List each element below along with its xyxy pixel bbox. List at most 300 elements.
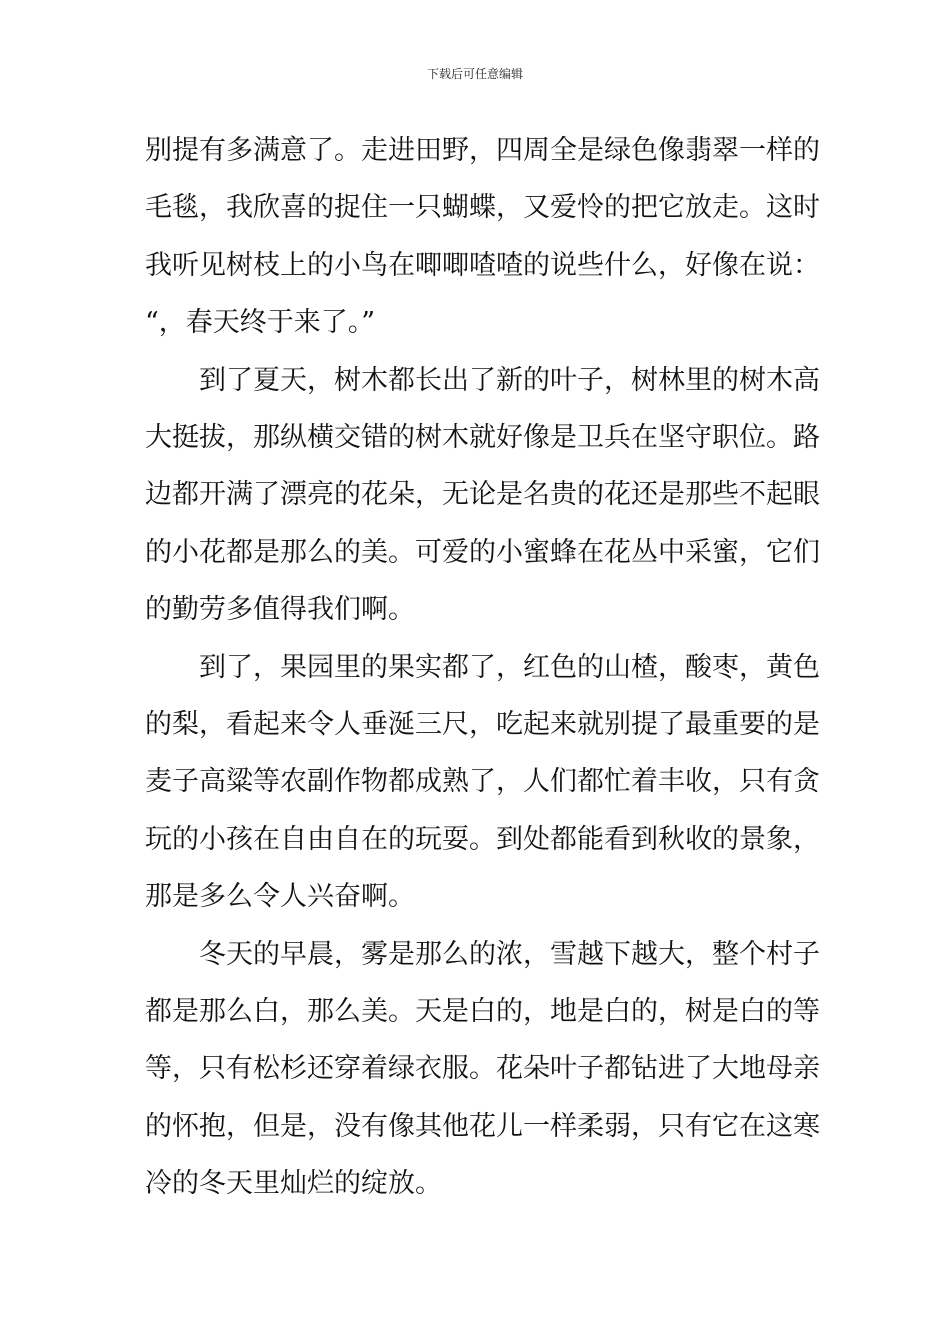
text-char: 早	[280, 938, 307, 970]
text-char: 爱	[550, 192, 577, 224]
text-char: 边	[145, 479, 172, 511]
text-char: ，	[280, 996, 307, 1027]
text-char: 在	[577, 536, 604, 568]
text-char: 们	[550, 766, 577, 798]
text-char: 那	[307, 996, 334, 1027]
text-char: 。	[766, 422, 793, 453]
text-char: ，	[658, 651, 685, 683]
text-char: 翠	[712, 135, 739, 166]
text-char: 的	[334, 479, 361, 511]
text-char: 成	[415, 766, 442, 798]
text-char: 些	[712, 479, 739, 511]
text-char: 别	[145, 135, 172, 166]
text-line	[199, 935, 820, 975]
text-char: 来	[280, 709, 307, 740]
text-char: ：	[793, 249, 820, 281]
text-char: 下	[604, 938, 631, 970]
text-char: 野	[442, 135, 469, 166]
text-char: 寒	[793, 1110, 820, 1142]
text-char: 整	[712, 938, 739, 970]
text-char: 都	[550, 823, 577, 855]
text-char: 采	[685, 536, 712, 568]
text-char: 的	[577, 479, 604, 511]
text-char: 美	[361, 536, 388, 568]
text-char: 长	[415, 364, 442, 396]
text-char: 的	[388, 823, 415, 855]
text-char: 到	[496, 823, 523, 855]
text-char: 那	[685, 479, 712, 511]
text-char: 小	[496, 536, 523, 568]
text-char: 眼	[793, 479, 820, 511]
text-char: ，	[631, 1110, 658, 1142]
text-char: 还	[631, 479, 658, 511]
text-char: 儿	[496, 1110, 523, 1142]
text-char: 喜	[280, 192, 307, 224]
text-line	[145, 1049, 820, 1089]
text-char: 都	[604, 1053, 631, 1085]
text-char: 等	[253, 766, 280, 798]
text-char: 交	[334, 422, 361, 453]
text-char: 木	[361, 364, 388, 396]
text-char: 重	[712, 709, 739, 740]
text-char: 到	[199, 364, 226, 396]
text-char: 耍	[442, 823, 469, 855]
text-line: 那是多么令人兴奋啊。	[145, 881, 415, 913]
text-char: 的	[496, 996, 523, 1027]
text-char: 是	[577, 135, 604, 166]
text-char: 树	[415, 422, 442, 453]
text-char: 在	[739, 249, 766, 281]
text-char: 服	[442, 1053, 469, 1085]
text-char: 的	[631, 996, 658, 1027]
text-char: 意	[280, 135, 307, 166]
text-char: 都	[388, 766, 415, 798]
text-char: 住	[361, 192, 388, 224]
text-char: 那	[280, 536, 307, 568]
text-char: 像	[523, 422, 550, 453]
text-char: 。	[334, 135, 361, 166]
text-char: 都	[577, 766, 604, 798]
text-char: 白	[253, 996, 280, 1027]
text-char: 。	[739, 192, 766, 224]
text-char: 小	[199, 823, 226, 855]
text-line: 冷的冬天里灿烂的绽放。	[145, 1168, 442, 1200]
text-char: 了	[658, 709, 685, 740]
text-char: ，	[658, 249, 685, 281]
text-char: 都	[442, 651, 469, 683]
text-char: 们	[793, 536, 820, 568]
text-char: 木	[766, 364, 793, 396]
text-line	[145, 418, 820, 458]
text-char: 子	[172, 766, 199, 798]
text-char: 的	[712, 823, 739, 855]
text-char: 起	[766, 479, 793, 511]
text-char: 只	[658, 1110, 685, 1142]
text-char: 园	[307, 651, 334, 683]
text-char: 能	[577, 823, 604, 855]
text-char: 听	[172, 249, 199, 281]
text-char: 满	[253, 135, 280, 166]
text-char: 挺	[172, 422, 199, 453]
text-char: 有	[226, 1053, 253, 1085]
text-char: 一	[388, 192, 415, 224]
text-char: 吃	[496, 709, 523, 740]
text-char: 人	[523, 766, 550, 798]
text-char: 的	[145, 1110, 172, 1142]
text-char: ，	[469, 135, 496, 166]
text-char: 新	[496, 364, 523, 396]
text-char: 漂	[280, 479, 307, 511]
text-char: 衣	[415, 1053, 442, 1085]
text-char: 不	[739, 479, 766, 511]
text-char: 开	[199, 479, 226, 511]
text-char: 是	[550, 422, 577, 453]
text-char: 那	[415, 938, 442, 970]
text-char: 实	[415, 651, 442, 683]
text-char: 自	[334, 823, 361, 855]
text-char: 名	[523, 479, 550, 511]
text-char: 秋	[658, 823, 685, 855]
text-char: 样	[766, 135, 793, 166]
text-char: 是	[793, 709, 820, 740]
text-char: 职	[712, 422, 739, 453]
text-char: 见	[199, 249, 226, 281]
text-char: 作	[334, 766, 361, 798]
text-char: 枣	[712, 651, 739, 683]
text-char: 出	[442, 364, 469, 396]
text-char: 这	[766, 192, 793, 224]
text-char: 说	[550, 249, 577, 281]
text-char: 忙	[604, 766, 631, 798]
text-char: 坚	[658, 422, 685, 453]
text-char: 亮	[307, 479, 334, 511]
text-char: 的	[766, 709, 793, 740]
text-char: 天	[280, 364, 307, 396]
text-line	[145, 820, 820, 860]
text-char: 色	[793, 651, 820, 683]
text-char: 是	[280, 1110, 307, 1142]
text-char: 弱	[604, 1110, 631, 1142]
text-char: 的	[388, 422, 415, 453]
text-line	[145, 992, 820, 1032]
text-char: 唧	[442, 249, 469, 281]
text-char: 酸	[685, 651, 712, 683]
text-char: 白	[604, 996, 631, 1027]
text-char: ，	[226, 422, 253, 453]
text-char: 浓	[496, 938, 523, 970]
text-char: 毯	[172, 192, 199, 224]
text-char: 色	[631, 135, 658, 166]
text-char: ，	[307, 364, 334, 396]
text-char: 横	[307, 422, 334, 453]
text-char: 到	[631, 823, 658, 855]
text-char: 大	[712, 1053, 739, 1085]
text-char: 在	[631, 422, 658, 453]
text-char: 了	[307, 135, 334, 166]
text-char: 最	[685, 709, 712, 740]
text-char: 么	[442, 938, 469, 970]
text-char: ，	[739, 536, 766, 568]
text-char: 的	[712, 364, 739, 396]
text-char: 是	[442, 996, 469, 1027]
text-char: 喳	[469, 249, 496, 281]
text-char: 那	[199, 996, 226, 1027]
text-char: 中	[658, 536, 685, 568]
text-char: 花	[604, 479, 631, 511]
text-char: 梨	[172, 709, 199, 740]
text-char: 由	[307, 823, 334, 855]
text-char: 这	[766, 1110, 793, 1142]
text-char: 在	[361, 823, 388, 855]
text-char: 村	[766, 938, 793, 970]
text-char: 绿	[604, 135, 631, 166]
text-char: 说	[766, 249, 793, 281]
text-char: 三	[415, 709, 442, 740]
text-char: 花	[496, 1053, 523, 1085]
text-char: 里	[685, 364, 712, 396]
text-char: 是	[253, 536, 280, 568]
text-char: 着	[361, 1053, 388, 1085]
text-char: 尺	[442, 709, 469, 740]
text-char: 母	[766, 1053, 793, 1085]
text-char: ，	[523, 996, 550, 1027]
text-char: 的	[793, 135, 820, 166]
text-char: 树	[631, 364, 658, 396]
text-char: 么	[334, 996, 361, 1027]
text-char: 子	[577, 364, 604, 396]
text-char: 有	[199, 135, 226, 166]
text-char: 朵	[388, 479, 415, 511]
text-char: 抱	[199, 1110, 226, 1142]
text-char: 冬	[199, 938, 226, 970]
text-char: 好	[496, 422, 523, 453]
text-char: 是	[712, 996, 739, 1027]
text-char: 自	[280, 823, 307, 855]
text-char: 收	[685, 766, 712, 798]
text-line	[145, 246, 820, 286]
text-char: 我	[226, 192, 253, 224]
text-line	[199, 361, 820, 401]
text-char: 楂	[631, 651, 658, 683]
text-char: 花	[361, 479, 388, 511]
text-char: 越	[577, 938, 604, 970]
text-char: ，	[253, 651, 280, 683]
text-char: 样	[550, 1110, 577, 1142]
text-line	[145, 188, 820, 228]
text-char: 着	[631, 766, 658, 798]
text-char: 只	[199, 1053, 226, 1085]
text-char: 把	[631, 192, 658, 224]
text-char: 它	[658, 192, 685, 224]
text-char: 又	[523, 192, 550, 224]
text-char: 垂	[361, 709, 388, 740]
text-char: 天	[226, 938, 253, 970]
text-char: 在	[388, 249, 415, 281]
text-char: 高	[793, 364, 820, 396]
text-char: 多	[226, 135, 253, 166]
text-char: 朵	[523, 1053, 550, 1085]
text-char: 在	[739, 1110, 766, 1142]
text-char: 起	[253, 709, 280, 740]
text-char: ，	[496, 192, 523, 224]
text-char: 都	[226, 536, 253, 568]
text-char: 小	[334, 249, 361, 281]
text-char: 了	[469, 766, 496, 798]
text-char: 是	[496, 479, 523, 511]
text-char: 放	[685, 192, 712, 224]
text-char: 黄	[766, 651, 793, 683]
text-char: ，	[712, 766, 739, 798]
text-line: “，春天终于来了。”	[145, 307, 376, 339]
text-char: 的	[361, 651, 388, 683]
text-char: 好	[685, 249, 712, 281]
text-char: 小	[172, 536, 199, 568]
page-header: 下载后可任意编辑	[426, 67, 523, 81]
text-char: 像	[658, 135, 685, 166]
text-char: ，	[334, 938, 361, 970]
text-char: 来	[550, 709, 577, 740]
text-char: 时	[793, 192, 820, 224]
text-line	[145, 533, 820, 573]
text-char: 走	[361, 135, 388, 166]
text-char: 地	[739, 1053, 766, 1085]
text-char: 的	[523, 364, 550, 396]
text-char: 了	[226, 364, 253, 396]
text-char: ，	[496, 651, 523, 683]
text-line	[145, 131, 820, 171]
text-char: 守	[685, 422, 712, 453]
text-char: 像	[388, 1110, 415, 1142]
text-char: 的	[469, 938, 496, 970]
text-char: 的	[145, 709, 172, 740]
text-char: 就	[577, 709, 604, 740]
text-char: 有	[685, 1110, 712, 1142]
text-char: 树	[334, 364, 361, 396]
text-char: 全	[550, 135, 577, 166]
text-char: 等	[793, 996, 820, 1027]
text-char: 的	[604, 192, 631, 224]
text-char: 叶	[550, 1053, 577, 1085]
text-char: 色	[550, 651, 577, 683]
text-char: 蜂	[550, 536, 577, 568]
text-char: 。	[388, 996, 415, 1027]
text-char: 了	[469, 651, 496, 683]
text-char: 都	[172, 479, 199, 511]
text-char: 起	[523, 709, 550, 740]
text-char: 玩	[415, 823, 442, 855]
text-char: ，	[523, 938, 550, 970]
text-char: 什	[604, 249, 631, 281]
text-char: 里	[334, 651, 361, 683]
text-char: 柔	[577, 1110, 604, 1142]
text-char: 要	[739, 709, 766, 740]
text-char: 杉	[280, 1053, 307, 1085]
text-char: 麦	[145, 766, 172, 798]
text-line	[145, 762, 820, 802]
text-char: 处	[523, 823, 550, 855]
text-char: 是	[577, 996, 604, 1027]
text-char: 的	[172, 823, 199, 855]
text-char: 涎	[388, 709, 415, 740]
text-char: 拔	[199, 422, 226, 453]
text-char: 木	[442, 422, 469, 453]
text-char: 只	[739, 766, 766, 798]
text-char: 子	[577, 1053, 604, 1085]
text-char: 翡	[685, 135, 712, 166]
text-char: 钻	[631, 1053, 658, 1085]
text-char: 没	[334, 1110, 361, 1142]
text-char: 玩	[145, 823, 172, 855]
text-char: 走	[712, 192, 739, 224]
text-char: 大	[145, 422, 172, 453]
text-char: 的	[334, 536, 361, 568]
text-char: 粱	[226, 766, 253, 798]
text-char: 树	[685, 996, 712, 1027]
text-char: 花	[199, 536, 226, 568]
text-char: ，	[415, 479, 442, 511]
text-char: 高	[199, 766, 226, 798]
text-char: 收	[685, 823, 712, 855]
text-char: 的	[307, 192, 334, 224]
text-char: 的	[469, 536, 496, 568]
text-char: 象	[766, 823, 793, 855]
text-char: 都	[145, 996, 172, 1027]
text-char: 了	[685, 1053, 712, 1085]
text-line: 的勤劳多值得我们啊。	[145, 594, 415, 626]
text-char: ，	[793, 823, 820, 855]
text-char: 山	[604, 651, 631, 683]
text-char: 绿	[388, 1053, 415, 1085]
text-char: 夏	[253, 364, 280, 396]
text-char: 它	[766, 536, 793, 568]
text-char: 其	[415, 1110, 442, 1142]
text-char: 有	[361, 1110, 388, 1142]
text-char: 别	[604, 709, 631, 740]
text-char: 捉	[334, 192, 361, 224]
text-char: 错	[361, 422, 388, 453]
text-char: 红	[523, 651, 550, 683]
text-char: ，	[739, 651, 766, 683]
text-char: 丛	[631, 536, 658, 568]
text-char: 令	[307, 709, 334, 740]
text-char: 看	[226, 709, 253, 740]
text-char: 穿	[334, 1053, 361, 1085]
text-char: 但	[253, 1110, 280, 1142]
text-char: 松	[253, 1053, 280, 1085]
text-char: 我	[145, 249, 172, 281]
text-char: ，	[199, 709, 226, 740]
text-char: 上	[280, 249, 307, 281]
text-char: 是	[388, 938, 415, 970]
text-char: 地	[550, 996, 577, 1027]
text-char: 蜜	[523, 536, 550, 568]
text-line	[145, 705, 820, 745]
text-char: 位	[739, 422, 766, 453]
text-char: 么	[226, 996, 253, 1027]
text-char: 。	[469, 1053, 496, 1085]
text-char: 在	[253, 823, 280, 855]
text-char: 。	[388, 536, 415, 568]
text-char: ，	[199, 192, 226, 224]
text-char: 花	[469, 1110, 496, 1142]
text-char: 只	[415, 192, 442, 224]
text-char: 丰	[658, 766, 685, 798]
text-char: 满	[226, 479, 253, 511]
text-char: ，	[172, 1053, 199, 1085]
text-char: 子	[793, 938, 820, 970]
text-char: ，	[685, 938, 712, 970]
text-char: 提	[172, 135, 199, 166]
